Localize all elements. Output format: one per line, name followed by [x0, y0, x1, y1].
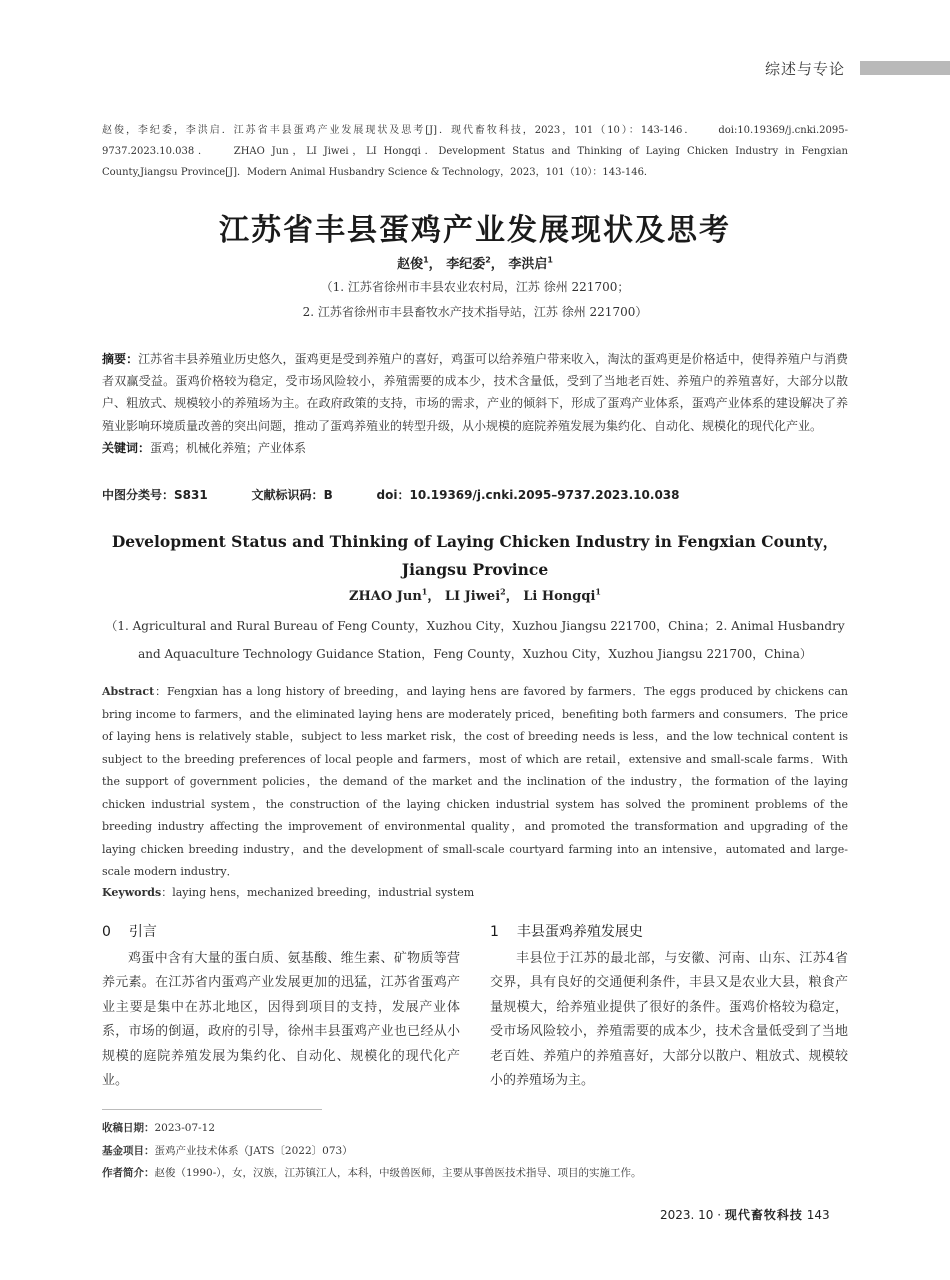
- author-en-name: LI Jiwei: [444, 589, 501, 604]
- header-bar: [860, 61, 950, 75]
- page-number: 143: [806, 1208, 830, 1222]
- keywords-cn-text: 蛋鸡；机械化养殖；产业体系: [150, 440, 307, 455]
- footer-separator: ·: [717, 1208, 722, 1222]
- author-sup: 1: [423, 255, 429, 265]
- author-en-sup: 1: [595, 586, 601, 597]
- section-number: 0: [102, 924, 111, 940]
- abstract-en: [102, 681, 848, 884]
- author-sup: 1: [547, 255, 553, 265]
- affiliation-en: （1. Agricultural and Rural Bureau of Feng County，Xuzhou City，Xuzhou Jiangsu 221700，China；2. Animal Husbandry and Aquaculture Technology Guidance Station，Feng County，Xuzhou City，Xuzhou Jiangsu 221700，China）: [105, 619, 845, 661]
- author-name: 李纪委: [446, 257, 486, 272]
- clc-label: 中图分类号：: [102, 488, 175, 502]
- authors-en: ZHAO Jun$^1$， LI Jiwei$^2$， Li Hongqi$^1$: [349, 586, 601, 604]
- abstract-en-label: Abstract: [102, 685, 155, 698]
- section-heading: [102, 920, 460, 945]
- classification-row: [102, 486, 848, 503]
- citation-en: ZHAO Jun，LI Jiwei，LI Hongqi．Development Status and Thinking of Laying Chicken Industry in Fengxian County,Jiangsu Province[J]．Modern Animal Husbandry Science & Technology，2023，101（10）：143-146．: [102, 146, 848, 178]
- doc-code-label: 文献标识码：: [251, 488, 324, 502]
- author-bio-label: 作者简介：: [102, 1167, 155, 1179]
- affiliation-cn-1: （1. 江苏省徐州市丰县农业农村局，江苏 徐州 221700；: [320, 280, 630, 294]
- abstract-en-text: ：Fengxian has a long history of breeding，and laying hens are favored by farmers．The eggs produced by chickens can bring income to farmers，and the eliminated laying hens are moderately priced，benefiting both farmers and consumers．The price of laying hens is relatively stable，subject to less market risk，the cost of breeding needs is less，and the low technical content is subject to the breeding preferences of local people and farmers，most of which are retail，extensive and small-scale farms．With the support of government policies，the demand of the market and the inclination of the industry，the formation of the laying chicken industrial system，the construction of the laying chicken industrial system has solved the prominent problems of the breeding industry affecting the improvement of environmental quality，and promoted the transformation and upgrading of the laying chicken breeding industry，and the development of small-scale courtyard farming into an intensive，automated and large-scale modern industry．: [102, 685, 848, 878]
- title-en: Development Status and Thinking of Laying Chicken Industry in Fengxian County，Jiangsu Province: [111, 532, 839, 579]
- received-label: 收稿日期：: [102, 1122, 155, 1134]
- fund-label: 基金项目：: [102, 1145, 155, 1157]
- section-title: 丰县蛋鸡养殖发展史: [516, 924, 643, 940]
- section-number: 1: [490, 924, 499, 940]
- author-en-sup: 2: [500, 586, 506, 597]
- author-bio-text: 赵俊（1990-），女，汉族，江苏镇江人，本科，中级兽医师，主要从事兽医技术指导、项目的实施工作。: [154, 1167, 642, 1179]
- abstract-cn: [102, 348, 848, 459]
- keywords-en-label: Keywords: [102, 886, 162, 899]
- author-en-name: ZHAO Jun: [349, 589, 422, 604]
- author-name: 李洪启: [508, 257, 548, 272]
- doi-value: 10.19369/j.cnki.2095–9737.2023.10.038: [409, 488, 680, 502]
- section-category: 综述与专论: [765, 60, 846, 78]
- citation: [102, 120, 848, 183]
- abstract-cn-text: 江苏省丰县养殖业历史悠久，蛋鸡更是受到养殖户的喜好，鸡蛋可以给养殖户带来收入，淘汰的蛋鸡更是价格适中，使得养殖户与消费者双赢受益。蛋鸡价格较为稳定，受市场风险较小，养殖需要的成本少，技术含量低，受到了当地老百姓、养殖户的养殖喜好，大部分以散户、粗放式、规模较小的养殖场为主。在政府政策的支持，市场的需求，产业的倾斜下，形成了蛋鸡产业体系，蛋鸡产业体系的建设解决了养殖业影响环境质量改善的突出问题，推动了蛋鸡养殖业的转型升级，从小规模的庭院养殖发展为集约化、自动化、规模化的现代化产业。: [102, 352, 848, 433]
- keywords-en-text: ：laying hens，mechanized breeding，industrial system: [161, 886, 475, 899]
- abstract-cn-label: 摘要：: [102, 352, 139, 366]
- footnote-author: [102, 1165, 848, 1180]
- page-footer: [660, 1206, 830, 1223]
- doi-label: doi：: [376, 488, 410, 502]
- issue-date: 2023. 10: [660, 1208, 714, 1222]
- section-paragraph: 鸡蛋中含有大量的蛋白质、氨基酸、维生素、矿物质等营养元素。在江苏省内蛋鸡产业发展更加的迅猛，江苏省蛋鸡产业主要是集中在苏北地区，因得到项目的支持，发展产业体系，市场的倒逼，政府的引导，徐州丰县蛋鸡产业也已经从小规模的庭院养殖发展为集约化、自动化、规模化的现代化产业。: [102, 950, 460, 1088]
- fund-text: 蛋鸡产业技术体系（JATS〔2022〕073）: [154, 1145, 353, 1157]
- section-history: [490, 920, 848, 1094]
- clc-value: S831: [174, 488, 208, 502]
- authors-cn: 赵俊$^1$， 李纪委$^2$， 李洪启$^1$: [397, 255, 553, 272]
- page-title: 江苏省丰县蛋鸡产业发展现状及思考: [219, 213, 731, 248]
- section-paragraph: 丰县位于江苏的最北部，与安徽、河南、山东、江苏4省交界，具有良好的交通便利条件，丰县又是农业大县，粮食产量规模大，给养殖业提供了很好的条件。蛋鸡价格较为稳定，受市场风险较小，养殖需要的成本少，技术含量低受到了当地老百姓、养殖户的养殖喜好，大部分以散户、粗放式、规模较小的养殖场为主。: [490, 950, 848, 1088]
- author-en-name: Li Hongqi: [523, 589, 596, 604]
- doc-code-value: B: [323, 488, 333, 502]
- section-heading: [490, 920, 848, 945]
- section-intro: [102, 920, 460, 1094]
- affiliation-cn-2: 2. 江苏省徐州市丰县畜牧水产技术指导站，江苏 徐州 221700）: [302, 305, 648, 319]
- received-date: 2023-07-12: [154, 1122, 216, 1134]
- author-name: 赵俊: [397, 257, 424, 272]
- footnote-received: [102, 1120, 848, 1135]
- citation-doi: doi:10.19369/j.cnki.2095-9737.2023.10.038．: [102, 125, 848, 157]
- author-sup: 2: [485, 255, 491, 265]
- journal-name: 现代畜牧科技: [724, 1208, 803, 1222]
- footnote-fund: [102, 1143, 848, 1158]
- footnote-divider: [102, 1109, 322, 1110]
- citation-cn: 赵俊，李纪委，李洪启．江苏省丰县蛋鸡产业发展现状及思考[J]．现代畜牧科技，2023，101（10）：143-146．: [102, 125, 697, 136]
- keywords-cn-label: 关键词：: [102, 440, 151, 455]
- author-en-sup: 1: [421, 586, 428, 597]
- keywords-en: [102, 884, 848, 900]
- section-title: 引言: [128, 924, 157, 940]
